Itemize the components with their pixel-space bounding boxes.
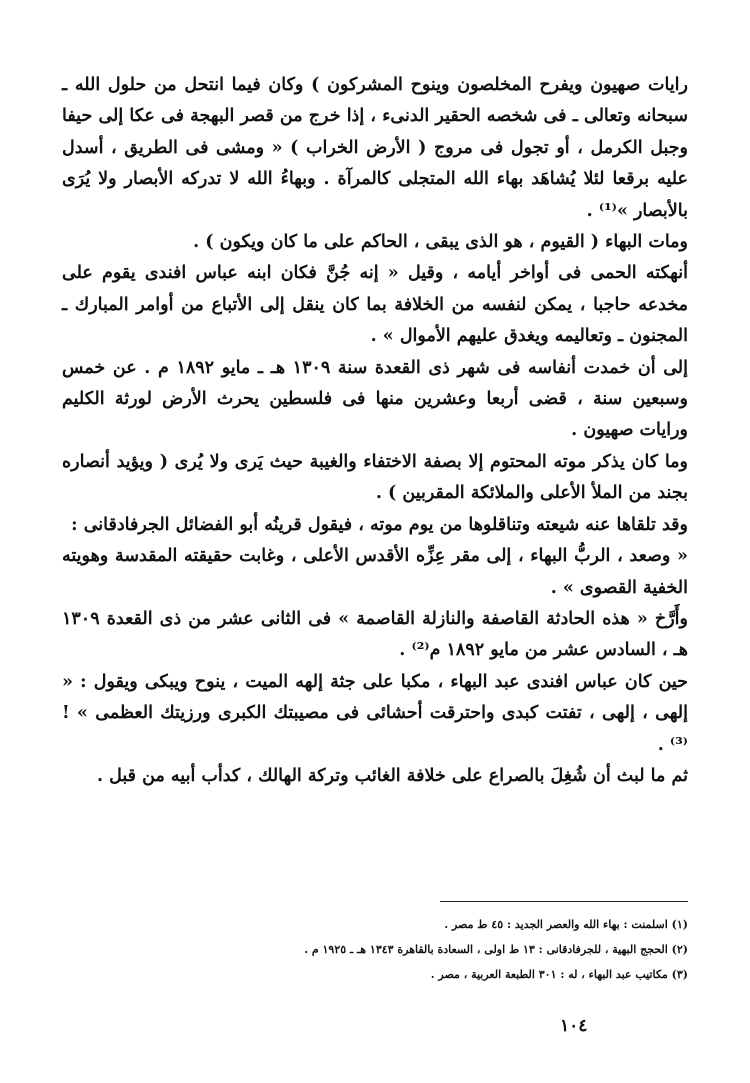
paragraph: أنهكته الحمى فى أواخر أيامه ، وقيل « إنه جُنَّ فكان ابنه عباس افندى يقوم على مخدعه حاجبا ، يمكن لنفسه من الخلافة بما كان ينقل إلى الأتباع من أوامر المبارك ـ المجنون ـ وتعاليمه ويغدق عليهم الأموال » .: [62, 263, 688, 347]
paragraph: ومات البهاء ( القيوم ، هو الذى يبقى ، الحاكم على ما كان ويكون ) .: [193, 232, 688, 253]
paragraph: حين كان عباس افندى عبد البهاء ، مكبا على جثة إلهه الميت ، ينوح ويبكى ويقول : « إلهى ، إلهى ، تفتت كبدى واحترقت أحشائى فى مصيبتك الكبرى ورزيتك العظمى » !⁽³⁾ .: [62, 671, 688, 755]
paragraph: رايات صهيون ويفرح المخلصون وينوح المشركون ) وكان فيما انتحل من حلول الله ـ سبحانه وتعالى ـ فى شخصه الحقير الدنىء ، إذا خرج من قصر البهجة فى عكا إلى حيفا وجبل الكرمل ، أو تجول فى مروج ( الأرض الخراب ) « ومشى فى الطريق ، أسدل عليه برقعا لئلا يُشاهَد بهاء الله المتجلى كالمرآة . وبهاءُ الله لا تدركه الأبصار ولا يُرَى بالأبصار »⁽¹⁾ .: [62, 75, 688, 221]
main-text: [62, 70, 688, 792]
paragraph: وقد تلقاها عنه شيعته وتناقلوها من يوم موته ، فيقول قرينُه أبو الفضائل الجرفادقانى :: [71, 514, 688, 535]
paragraph: « وصعد ، الربُّ البهاء ، إلى مقر عِزِّه الأقدس الأعلى ، وغابت حقيقته المقدسة وهويته الخفية القصوى » .: [62, 546, 688, 598]
paragraph: إلى أن خمدت أنفاسه فى شهر ذى القعدة سنة ١٣٠٩ هـ ـ مايو ١٨٩٢ م . عن خمس وسبعين سنة ، قضى أربعا وعشرين منها فى فلسطين يحرث الأرض لورثة الكليم ورايات صهيون .: [62, 357, 688, 441]
footnote-divider: [440, 901, 688, 902]
footnote: (٢) الحجج البهية ، للجرفادقانى : ١٣ ط اولى ، السعادة بالقاهرة ١٣٤٣ هـ ـ ١٩٢٥ م .: [304, 943, 688, 956]
footnote: (٣) مكاتيب عبد البهاء ، له : ٣٠١ الطبعة العربية ، مصر .: [430, 968, 688, 981]
paragraph: وما كان يذكر موته المحتوم إلا بصفة الاختفاء والغيبة حيث يَرى ولا يُرى ( ويؤيد أنصاره بجند من الملأ الأعلى والملائكة المقربين ) .: [62, 451, 688, 504]
paragraph: وأَرَّخ « هذه الحادثة القاصفة والنازلة القاصمة » فى الثانى عشر من ذى القعدة ١٣٠٩ هـ ، السادس عشر من مايو ١٨٩٢ م⁽²⁾ .: [62, 608, 688, 661]
paragraph: ثم ما لبث أن شُغِلَ بالصراع على خلافة الغائب وتركة الهالك ، كدأب أبيه من قبل .: [96, 765, 688, 786]
footnote: (١) اسلمنت : بهاء الله والعصر الجديد : ٤٥ ط مصر .: [444, 918, 688, 931]
page-number: ١٠٤: [560, 1016, 588, 1036]
footnotes: [62, 912, 688, 987]
